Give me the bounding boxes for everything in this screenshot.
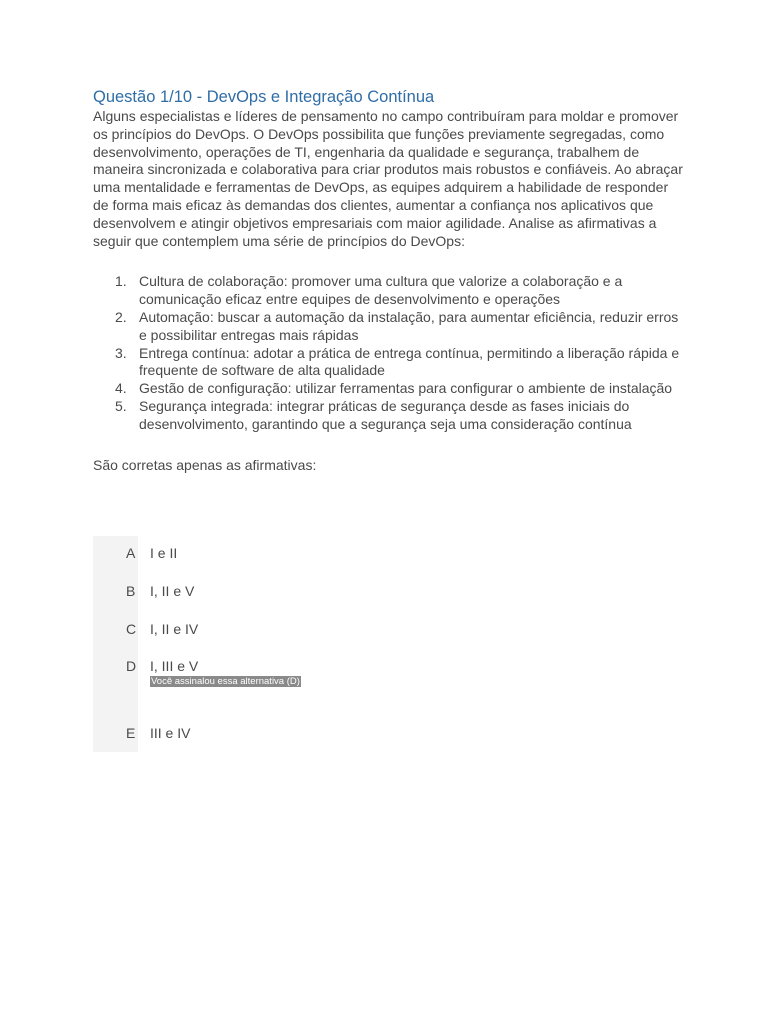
selection-note: Você assinalou essa alternativa (D)	[151, 676, 300, 687]
option-letter-column	[93, 536, 138, 752]
statement-text: Segurança integrada: integrar práticas de segurança desde as fases iniciais do desenvolvimento, garantindo que a segurança seja uma consideração contínua	[139, 397, 632, 432]
option-text: I, II e V	[150, 583, 195, 599]
option-letter: A	[126, 545, 136, 561]
question-title: Questão 1/10 - DevOps e Integração Contínua	[93, 88, 435, 106]
statement-number: 5.	[115, 397, 127, 414]
statement-item	[93, 345, 683, 381]
option-letter: B	[126, 583, 136, 599]
question-intro: Alguns especialistas e líderes de pensamento no campo contribuíram para moldar e promover os princípios do DevOps. O DevOps possibilita que funções previamente segregadas, como desenvolvimento, operações de TI, engenharia da qualidade e segurança, trabalhem de maneira sincronizada e colaborativa para criar produtos mais robustos e confiáveis. Ao abraçar uma mentalidade e ferramentas de DevOps, as equipes adquirem a habilidade de responder de forma mais eficaz às demandas dos clientes, aumentar a confiança nos aplicativos que desenvolvem e atingir objetivos empresariais com maior agilidade. Analise as afirmativas a seguir que contemplem uma série de princípios do DevOps:	[93, 108, 683, 249]
option-text: III e IV	[150, 725, 191, 741]
question-content	[93, 86, 683, 474]
statement-item	[93, 273, 683, 309]
statements-list	[93, 273, 683, 433]
statement-text: Automação: buscar a automação da instalação, para aumentar eficiência, reduzir erros e possibilitar entregas mais rápidas	[139, 308, 679, 343]
statement-number: 1.	[115, 273, 127, 290]
option-letter: D	[126, 658, 137, 674]
statement-number: 2.	[115, 308, 127, 325]
question-prompt: São corretas apenas as afirmativas:	[93, 456, 317, 473]
option-text: I e II	[150, 545, 178, 561]
option-text: I, II e IV	[150, 621, 199, 637]
statement-number: 3.	[115, 344, 127, 361]
option-letter: E	[126, 725, 136, 741]
statement-item	[93, 398, 683, 434]
statement-text: Cultura de colaboração: promover uma cultura que valorize a colaboração e a comunicação eficaz entre equipes de desenvolvimento e operações	[139, 273, 623, 308]
statement-text: Gestão de configuração: utilizar ferramentas para configurar o ambiente de instalação	[139, 380, 673, 397]
option-letter: C	[126, 621, 137, 637]
option-text: I, III e V	[150, 658, 199, 674]
statement-number: 4.	[115, 380, 127, 397]
statement-text: Entrega contínua: adotar a prática de entrega contínua, permitindo a liberação rápida e frequente de software de alta qualidade	[139, 344, 680, 379]
statement-item	[93, 309, 683, 345]
statement-item	[93, 380, 683, 398]
